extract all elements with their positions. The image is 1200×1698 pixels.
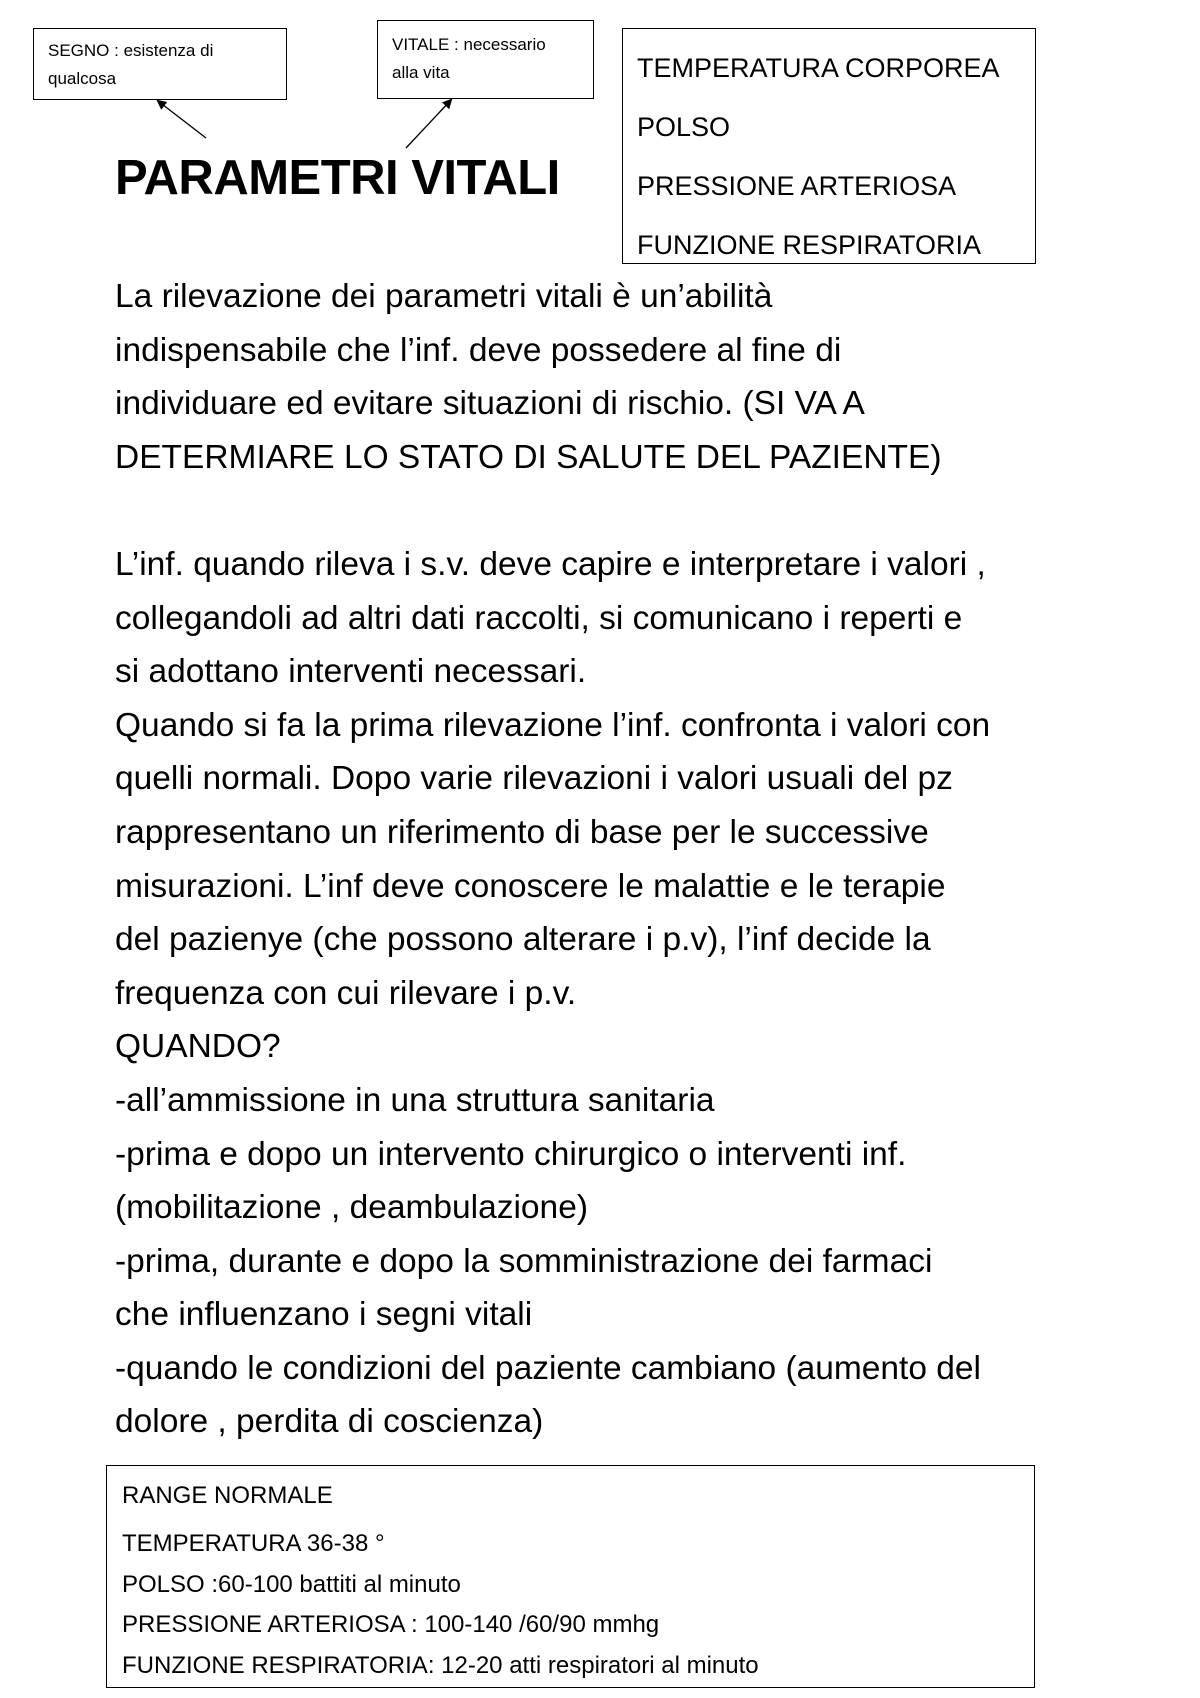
body-line: si adottano interventi necessari. <box>115 653 587 691</box>
body-line: L’inf. quando rileva i s.v. deve capire e interpretare i valori , <box>115 545 986 583</box>
body-line: (mobilitazione , deambulazione) <box>115 1189 588 1227</box>
range-item: FUNZIONE RESPIRATORIA: 12-20 atti respiratori al minuto <box>122 1651 759 1679</box>
body-line: misurazioni. L’inf deve conoscere le malattie e le terapie <box>115 867 946 905</box>
range-heading: RANGE NORMALE <box>122 1482 333 1509</box>
vitale-arrow <box>406 100 451 148</box>
segno-note-line: SEGNO : esistenza di <box>48 41 214 60</box>
body-line: quelli normali. Dopo varie rilevazioni i valori usuali del pz <box>115 760 953 798</box>
body-line: che influenzano i segni vitali <box>115 1296 533 1334</box>
body-line: -prima e dopo un intervento chirurgico o interventi inf. <box>115 1135 907 1173</box>
body-line: individuare ed evitare situazioni di rischio. (SI VA A <box>115 385 865 423</box>
parameter-item: TEMPERATURA CORPOREA <box>637 53 1000 83</box>
body-line: DETERMIARE LO STATO DI SALUTE DEL PAZIENTE) <box>115 438 942 476</box>
vitale-note-line: alla vita <box>392 63 450 82</box>
parameter-item: PRESSIONE ARTERIOSA <box>637 171 957 201</box>
body-line: La rilevazione dei parametri vitali è un’abilità <box>115 278 773 315</box>
body-line: dolore , perdita di coscienza) <box>115 1403 544 1441</box>
body-line: QUANDO? <box>115 1028 281 1066</box>
body-line: indispensabile che l’inf. deve possedere al fine di <box>115 331 842 369</box>
parameter-item: FUNZIONE RESPIRATORIA <box>637 230 982 260</box>
range-box <box>106 1465 1035 1688</box>
body-line: frequenza con cui rilevare i p.v. <box>115 974 577 1012</box>
body-line: rappresentano un riferimento di base per le successive <box>115 813 929 851</box>
range-item: PRESSIONE ARTERIOSA : 100-140 /60/90 mmhg <box>122 1611 660 1638</box>
body-line: Quando si fa la prima rilevazione l’inf. confronta i valori con <box>115 706 991 744</box>
body-line: del pazienye (che possono alterare i p.v), l’inf decide la <box>115 921 931 959</box>
body-line: -prima, durante e dopo la somministrazione dei farmaci <box>115 1242 933 1280</box>
body-line: -all’ammissione in una struttura sanitaria <box>115 1081 715 1119</box>
range-item: TEMPERATURA 36-38 ° <box>122 1530 385 1557</box>
body-text <box>115 270 1115 1449</box>
parameters-box <box>622 28 1036 264</box>
blank-line <box>115 484 1115 538</box>
body-line: -quando le condizioni del paziente cambiano (aumento del <box>115 1349 981 1387</box>
range-item: POLSO :60-100 battiti al minuto <box>122 1570 461 1598</box>
segno-note-line: qualcosa <box>48 69 117 88</box>
vitale-note-line: VITALE : necessario <box>392 35 546 54</box>
page-title: PARAMETRI VITALI <box>115 151 560 205</box>
body-line: collegandoli ad altri dati raccolti, si comunicano i reperti e <box>115 599 963 637</box>
parameter-item: POLSO <box>637 112 731 142</box>
segno-arrow <box>158 101 206 138</box>
